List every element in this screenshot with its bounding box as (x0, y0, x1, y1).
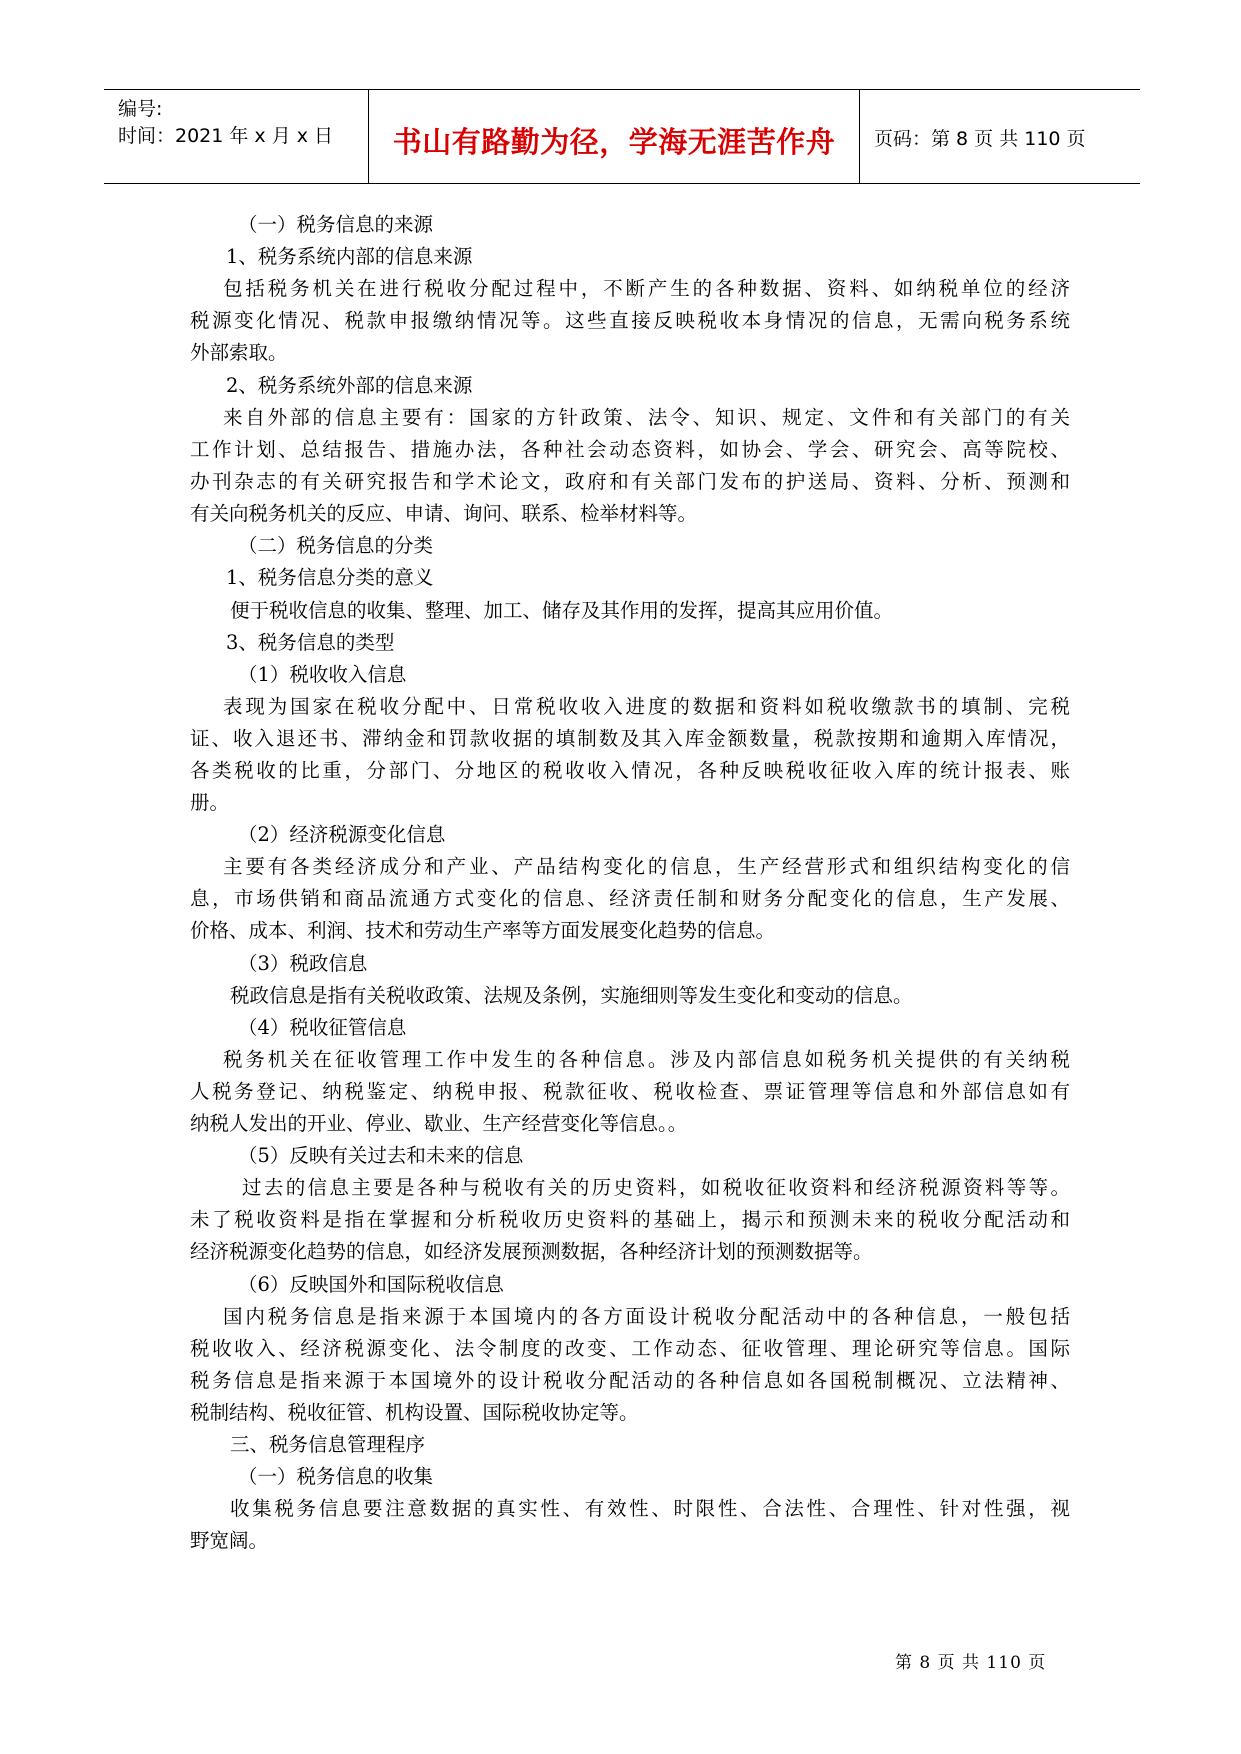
paragraph-line: 主要有各类经济成分和产业、产品结构变化的信息，生产经营形式和组织结构变化的信 (223, 855, 1070, 878)
paragraph-line: 野宽阔。 (190, 1529, 269, 1552)
paragraph-line: 人税务登记、纳税鉴定、纳税申报、税款征收、税收检查、票证管理等信息和外部信息如有 (190, 1080, 1070, 1103)
paragraph-line: 有关向税务机关的反应、申请、询问、联系、检举材料等。 (190, 502, 698, 525)
subsection-heading: 1、税务信息分类的意义 (226, 566, 434, 589)
paragraph-line: 外部索取。 (190, 341, 288, 364)
paragraph-line: 各类税收的比重，分部门、分地区的税收收入情况，各种反映税收征收入库的统计报表、账 (190, 759, 1070, 782)
paragraph-line: 便于税收信息的收集、整理、加工、储存及其作用的发挥，提高其应用价值。 (230, 599, 894, 622)
section-heading: （一）税务信息的来源 (238, 213, 434, 236)
page-footer: 第 8 页 共 110 页 (895, 1653, 1047, 1673)
paragraph-line: 税源变化情况、税款申报缴纳情况等。这些直接反映税收本身情况的信息，无需向税务系统 (190, 309, 1070, 332)
section-heading: （一）税务信息的收集 (238, 1465, 434, 1488)
paragraph-line: 税收收入、经济税源变化、法令制度的改变、工作动态、征收管理、理论研究等信息。国际 (190, 1337, 1070, 1360)
subsection-heading: 3、税务信息的类型 (226, 631, 395, 654)
paragraph-line: 未了税收资料是指在掌握和分析税收历史资料的基础上，揭示和预测未来的税收分配活动和 (190, 1208, 1070, 1231)
paragraph-line: 证、收入退还书、滞纳金和罚款收据的填制数及其入库金额数量，税款按期和逾期入库情况， (190, 727, 1070, 750)
paragraph-line: 纳税人发出的开业、停业、歇业、生产经营变化等信息。。 (190, 1112, 688, 1135)
paragraph-line: 工作计划、总结报告、措施办法，各种社会动态资料，如协会、学会、研究会、高等院校、 (190, 438, 1070, 461)
item-heading: （4）税收征管信息 (238, 1016, 407, 1039)
header-info-cell (104, 90, 369, 183)
paragraph-line: 收集税务信息要注意数据的真实性、有效性、时限性、合法性、合理性、针对性强，视 (230, 1497, 1070, 1520)
paragraph-line: 息，市场供销和商品流通方式变化的信息、经济责任制和财务分配变化的信息，生产发展、 (190, 887, 1070, 910)
page-header (104, 89, 1140, 184)
page-code-label: 页码：第 8 页 共 110 页 (874, 128, 1086, 150)
time-label: 时间：2021 年 x 月 x 日 (118, 125, 334, 147)
paragraph-line: 税政信息是指有关税收政策、法规及条例，实施细则等发生变化和变动的信息。 (230, 984, 913, 1007)
paragraph-line: 经济税源变化趋势的信息，如经济发展预测数据，各种经济计划的预测数据等。 (190, 1240, 873, 1263)
paragraph-line: 国内税务信息是指来源于本国境内的各方面设计税收分配活动中的各种信息，一般包括 (223, 1305, 1070, 1328)
paragraph-line: 税务机关在征收管理工作中发生的各种信息。涉及内部信息如税务机关提供的有关纳税 (223, 1048, 1070, 1071)
paragraph-line: 税务信息是指来源于本国境外的设计税收分配活动的各种信息如各国税制概况、立法精神、 (190, 1369, 1070, 1392)
header-pagecode-cell (860, 90, 1140, 183)
paragraph-line: 册。 (190, 791, 230, 814)
paragraph-line: 表现为国家在税收分配中、日常税收收入进度的数据和资料如税收缴款书的填制、完税 (223, 695, 1070, 718)
paragraph-line: 办刊杂志的有关研究报告和学术论文，政府和有关部门发布的护送局、资料、分析、预测和 (190, 470, 1070, 493)
item-heading: （1）税收收入信息 (238, 663, 407, 686)
item-heading: （3）税政信息 (238, 952, 368, 975)
paragraph-line: 税制结构、税收征管、机构设置、国际税收协定等。 (190, 1401, 639, 1424)
item-heading: （2）经济税源变化信息 (238, 823, 446, 846)
paragraph-line: 价格、成本、利润、技术和劳动生产率等方面发展变化趋势的信息。 (190, 919, 776, 942)
subsection-heading: 1、税务系统内部的信息来源 (226, 245, 473, 268)
item-heading: （6）反映国外和国际税收信息 (238, 1273, 504, 1296)
chapter-heading: 三、税务信息管理程序 (230, 1433, 426, 1456)
motto-text: 书山有路勤为径，学海无涯苦作舟 (392, 125, 836, 159)
document-number-label: 编号: (118, 98, 163, 120)
item-heading: （5）反映有关过去和未来的信息 (238, 1144, 524, 1167)
section-heading: （二）税务信息的分类 (238, 534, 434, 557)
paragraph-line: 来自外部的信息主要有：国家的方针政策、法令、知识、规定、文件和有关部门的有关 (223, 406, 1070, 429)
header-motto-cell (369, 90, 860, 183)
paragraph-line: 过去的信息主要是各种与税收有关的历史资料，如税收征收资料和经济税源资料等等。 (242, 1176, 1070, 1199)
paragraph-line: 包括税务机关在进行税收分配过程中，不断产生的各种数据、资料、如纳税单位的经济 (223, 277, 1070, 300)
subsection-heading: 2、税务系统外部的信息来源 (226, 374, 473, 397)
